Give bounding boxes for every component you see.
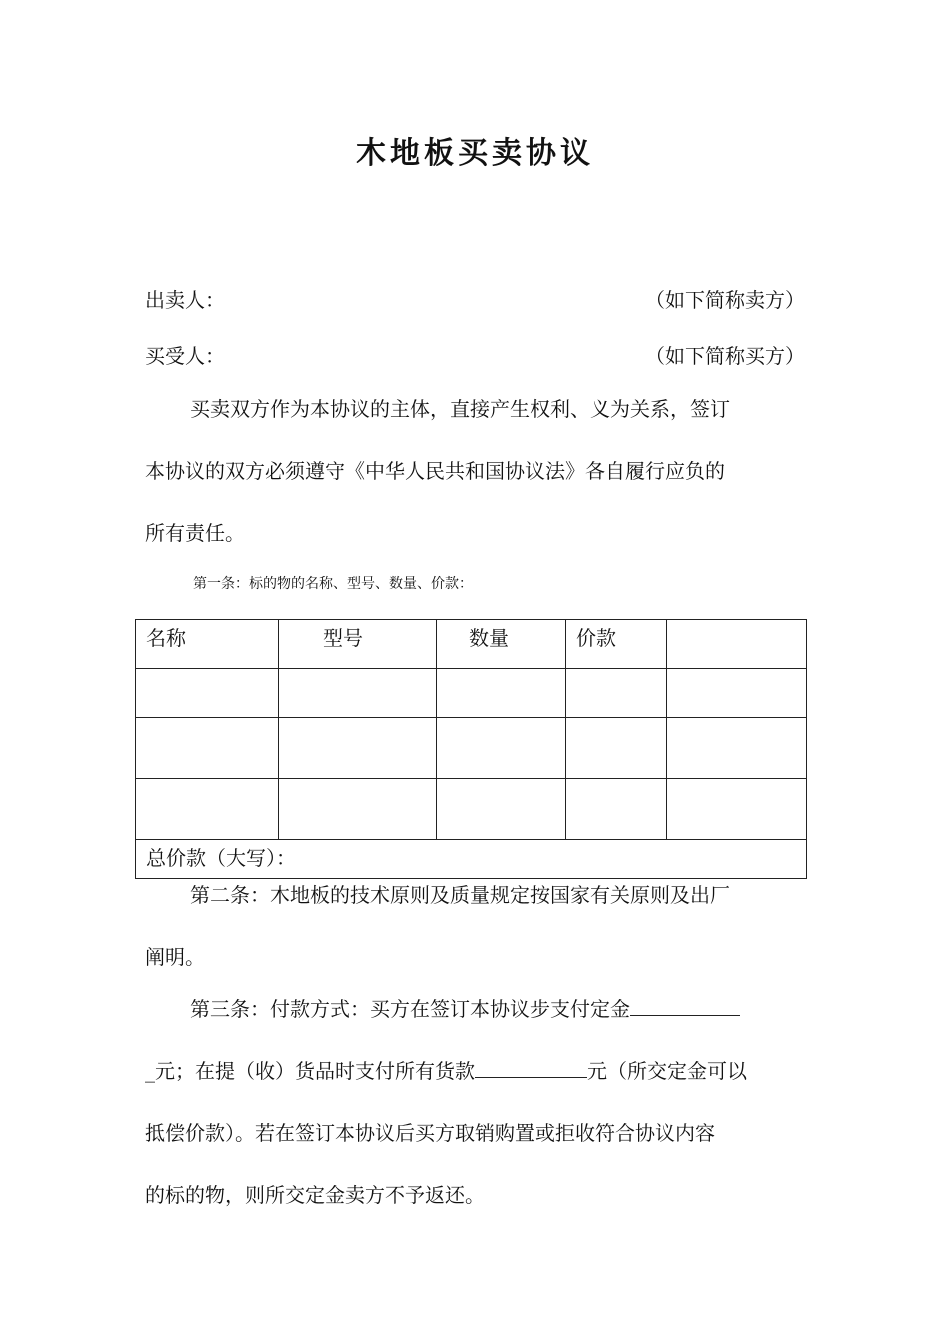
table-row	[136, 718, 807, 779]
article-3-line: 抵偿价款）。若在签订本协议后买方取销购置或拒收符合协议内容	[145, 1121, 715, 1145]
intro-line: 所有责任。	[145, 521, 245, 545]
article-2-line: 第二条：木地板的技术原则及质量规定按国家有关原则及出厂	[190, 883, 730, 907]
seller-row	[145, 284, 805, 313]
article-1-heading: 第一条：标的物的名称、型号、数量、价款：	[193, 576, 473, 592]
table-header-row	[136, 620, 807, 669]
article-3-paragraph	[145, 978, 807, 1226]
header-cell-name: 名称	[136, 620, 279, 669]
header-cell-extra	[667, 620, 807, 669]
seller-label: 出卖人：	[145, 288, 225, 312]
header-cell-quantity: 数量	[437, 620, 566, 669]
header-cell-model: 型号	[279, 620, 437, 669]
deposit-blank	[630, 995, 740, 1016]
payment-blank	[475, 1057, 587, 1078]
article-3-line: 的标的物，则所交定金卖方不予返还。	[145, 1183, 485, 1207]
buyer-row	[145, 340, 805, 369]
buyer-note: （如下简称买方）	[645, 344, 805, 368]
article-2-line: 阐明。	[145, 945, 205, 969]
total-price-cell: 总价款（大写）：	[136, 840, 807, 879]
table-row	[136, 779, 807, 840]
document-title: 木地板买卖协议	[356, 136, 594, 171]
header-cell-price: 价款	[566, 620, 667, 669]
intro-line: 本协议的双方必须遵守《中华人民共和国协议法》各自履行应负的	[145, 459, 725, 483]
table-row	[136, 669, 807, 718]
intro-paragraph	[145, 378, 807, 564]
buyer-label: 买受人：	[145, 344, 225, 368]
goods-table	[135, 619, 807, 879]
intro-line: 买卖双方作为本协议的主体，直接产生权利、义为关系，签订	[190, 397, 730, 421]
article-2-paragraph	[145, 864, 807, 988]
article-3-line: 第三条：付款方式：买方在签订本协议步支付定金	[145, 978, 807, 1040]
article-3-line: _元；在提（收）货品时支付所有货款 元（所交定金可以	[145, 1059, 747, 1083]
seller-note: （如下简称卖方）	[645, 288, 805, 312]
